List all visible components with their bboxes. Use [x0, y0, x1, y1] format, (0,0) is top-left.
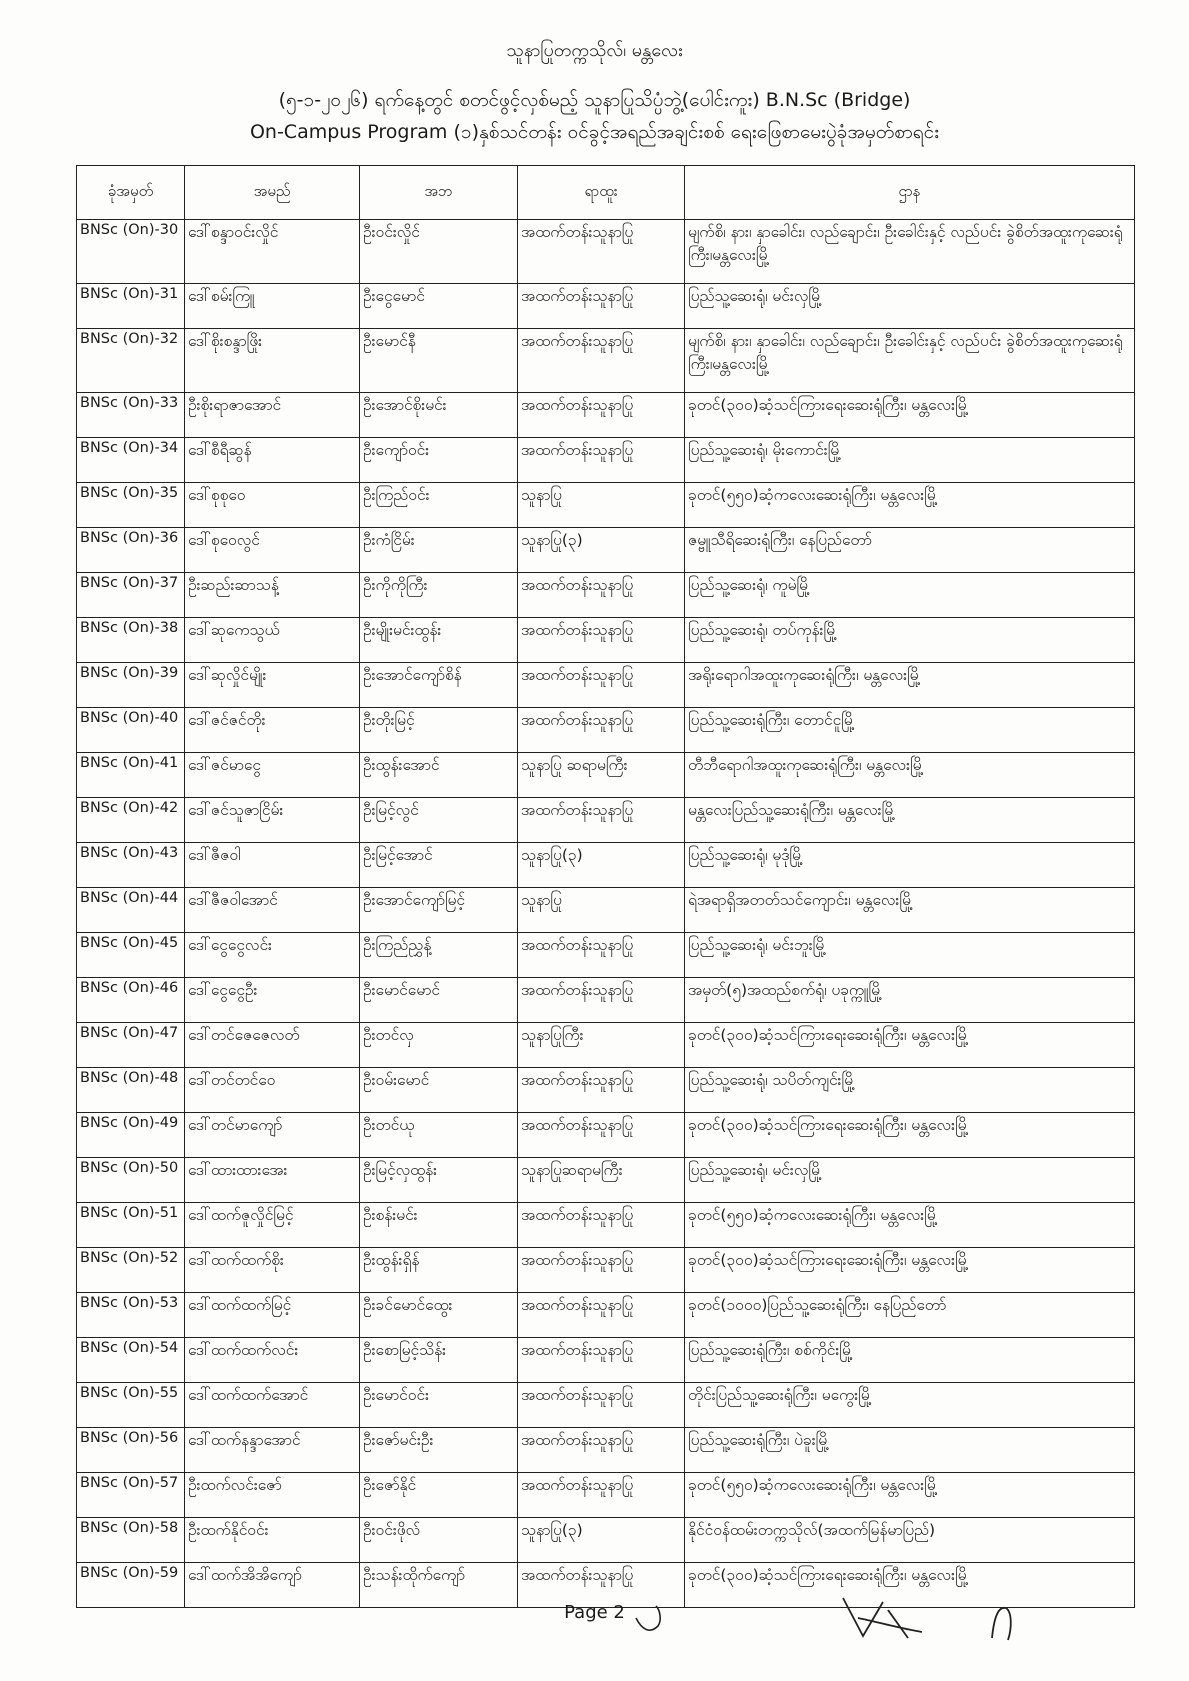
cell-roll-number: BNSc (On)-35 [77, 483, 185, 528]
signature-mark-1 [628, 1600, 668, 1640]
cell-rank: အထက်တန်းသူနာပြု [518, 978, 685, 1023]
cell-department: ခုတင်(၃၀၀)ဆံ့သင်ကြားရေးဆေးရုံကြီး၊ မန္တလေးမြို့ [685, 1563, 1135, 1608]
cell-roll-number: BNSc (On)-45 [77, 933, 185, 978]
cell-father-name: ဦးသန်းထိုက်ကျော် [360, 1563, 518, 1608]
cell-name: ဒေါ်စီရီဆွန် [185, 438, 360, 483]
cell-department: ရဲအရာရှိအတတ်သင်ကျောင်း၊ မန္တလေးမြို့ [685, 888, 1135, 933]
table-row [77, 708, 1135, 753]
table-row [77, 888, 1135, 933]
table-header-row [77, 166, 1135, 220]
cell-roll-number: BNSc (On)-44 [77, 888, 185, 933]
university-title: သူနာပြုတက္ကသိုလ်၊ မန္တလေး [506, 40, 683, 61]
table-row [77, 1023, 1135, 1068]
cell-department: ပြည်သူ့ဆေးရုံ၊ မင်းလှမြို့ [685, 284, 1135, 329]
cell-father-name: ဦးဝမ်းမောင် [360, 1068, 518, 1113]
cell-rank: သူနာပြု [518, 888, 685, 933]
cell-rank: သူနာပြုဆရာမကြီး [518, 1158, 685, 1203]
cell-rank: အထက်တန်းသူနာပြု [518, 1113, 685, 1158]
cell-department: ပြည်သူ့ဆေးရုံကြီး၊ ပဲခူးမြို့ [685, 1428, 1135, 1473]
cell-rank: အထက်တန်းသူနာပြု [518, 1203, 685, 1248]
cell-rank: သူနာပြု [518, 483, 685, 528]
cell-name: ဒေါ်စန္ဒာဝင်းလှိုင် [185, 220, 360, 284]
cell-father-name: ဦးဝင်းလှိုင် [360, 220, 518, 284]
col-header-rank: ရာထူး [518, 166, 685, 220]
cell-father-name: ဦးမြင့်လွင် [360, 798, 518, 843]
cell-roll-number: BNSc (On)-33 [77, 393, 185, 438]
cell-department: တိုင်းပြည်သူ့ဆေးရုံကြီး၊ မကွေးမြို့ [685, 1383, 1135, 1428]
cell-name: ဒေါ်စုစုဝေ [185, 483, 360, 528]
cell-rank: အထက်တန်းသူနာပြု [518, 393, 685, 438]
cell-father-name: ဦးအောင်ကျော်စိန် [360, 663, 518, 708]
table-row [77, 1473, 1135, 1518]
cell-roll-number: BNSc (On)-47 [77, 1023, 185, 1068]
cell-father-name: ဦးတင်လှ [360, 1023, 518, 1068]
cell-rank: အထက်တန်းသူနာပြု [518, 1338, 685, 1383]
cell-name: ဒေါ်ထက်ထက်အောင် [185, 1383, 360, 1428]
cell-roll-number: BNSc (On)-48 [77, 1068, 185, 1113]
table-row [77, 1428, 1135, 1473]
cell-name: ဒေါ်ငွေငွေဦး [185, 978, 360, 1023]
cell-name: ဒေါ်ငွေငွေလင်း [185, 933, 360, 978]
list-title: On-Campus Program (၁)နှစ်သင်တန်း ဝင်ခွင့်အရည်အချင်းစစ် ရေးဖြေစာမေးပွဲခုံအမှတ်စာရင်း [249, 121, 940, 143]
cell-department: ပြည်သူ့ဆေးရုံ၊ မင်းလှမြို့ [685, 1158, 1135, 1203]
table-row [77, 933, 1135, 978]
cell-name: ဒေါ်ဆုကေသွယ် [185, 618, 360, 663]
cell-name: ဒေါ်စိုးစန္ဒာဖြိုး [185, 329, 360, 393]
cell-name: ဒေါ်ထက်ထက်လင်း [185, 1338, 360, 1383]
cell-rank: သူနာပြုကြီး [518, 1023, 685, 1068]
table-row [77, 1068, 1135, 1113]
cell-department: ခုတင်(၃၀၀)ဆံ့သင်ကြားရေးဆေးရုံကြီး၊ မန္တလေးမြို့ [685, 1023, 1135, 1068]
cell-roll-number: BNSc (On)-39 [77, 663, 185, 708]
cell-rank: အထက်တန်းသူနာပြု [518, 1383, 685, 1428]
table-row [77, 1563, 1135, 1608]
cell-department: ပြည်သူ့ဆေးရုံ၊ ကူမဲမြို့ [685, 573, 1135, 618]
table-row [77, 528, 1135, 573]
cell-father-name: ဦးမျိုးမင်းထွန်း [360, 618, 518, 663]
cell-name: ဒေါ်ထက်နန္ဒာအောင် [185, 1428, 360, 1473]
cell-name: ဒေါ်ထက်ထက်မြင့် [185, 1293, 360, 1338]
cell-name: ဦးဆည်းဆာသန့် [185, 573, 360, 618]
cell-father-name: ဦးကြည်ဝင်း [360, 483, 518, 528]
cell-rank: အထက်တန်းသူနာပြု [518, 438, 685, 483]
cell-department: ပြည်သူ့ဆေးရုံကြီး၊ စစ်ကိုင်းမြို့ [685, 1338, 1135, 1383]
cell-father-name: ဦးတင်ယု [360, 1113, 518, 1158]
table-row [77, 220, 1135, 284]
cell-department: အမှတ်(၅)အထည်စက်ရုံ၊ ပခုက္ကူမြို့ [685, 978, 1135, 1023]
cell-name: ဒေါ်တင်မာကျော် [185, 1113, 360, 1158]
table-row [77, 753, 1135, 798]
candidate-table [76, 165, 1135, 1608]
cell-rank: အထက်တန်းသူနာပြု [518, 284, 685, 329]
table-row [77, 1518, 1135, 1563]
page-number: Page 2 [564, 1602, 625, 1623]
cell-department: ပြည်သူ့ဆေးရုံ၊ တပ်ကုန်းမြို့ [685, 618, 1135, 663]
cell-department: ခုတင်(၅၅၀)ဆံ့ကလေးဆေးရုံကြီး၊ မန္တလေးမြို့ [685, 1203, 1135, 1248]
table-row [77, 329, 1135, 393]
cell-department: မျက်စိ၊ နား၊ နှာခေါင်း၊ လည်ချောင်း၊ ဦးခေါင်းနှင့် လည်ပင်း ခွဲစိတ်အထူးကုဆေးရုံကြီး၊မန္တလေးမြို့ [685, 220, 1135, 284]
cell-father-name: ဦးမြင့်လှထွန်း [360, 1158, 518, 1203]
cell-name: ဒေါ်ဆုလှိုင်မျိုး [185, 663, 360, 708]
cell-father-name: ဦးကြည်ညွှန့် [360, 933, 518, 978]
cell-father-name: ဦးစန်းမင်း [360, 1203, 518, 1248]
cell-name: ဒေါ်စမ်းကြူ [185, 284, 360, 329]
table-row [77, 843, 1135, 888]
col-header-father: အဘ [360, 166, 518, 220]
table-row [77, 573, 1135, 618]
cell-roll-number: BNSc (On)-53 [77, 1293, 185, 1338]
table-row [77, 438, 1135, 483]
cell-father-name: ဦးမောင်နီ [360, 329, 518, 393]
table-row [77, 1158, 1135, 1203]
cell-father-name: ဦးကံငြိမ်း [360, 528, 518, 573]
table-row [77, 284, 1135, 329]
cell-department: ပြည်သူ့ဆေးရုံ၊ မိုးကောင်းမြို့ [685, 438, 1135, 483]
cell-roll-number: BNSc (On)-46 [77, 978, 185, 1023]
cell-roll-number: BNSc (On)-56 [77, 1428, 185, 1473]
cell-roll-number: BNSc (On)-58 [77, 1518, 185, 1563]
table-row [77, 1203, 1135, 1248]
cell-rank: အထက်တန်းသူနာပြု [518, 708, 685, 753]
col-header-dept: ဌာန [685, 166, 1135, 220]
cell-name: ဦးစိုးရာဇာအောင် [185, 393, 360, 438]
table-row [77, 978, 1135, 1023]
cell-roll-number: BNSc (On)-59 [77, 1563, 185, 1608]
cell-father-name: ဦးမောင်ဝင်း [360, 1383, 518, 1428]
cell-father-name: ဦးထွန်းရှိန် [360, 1248, 518, 1293]
cell-father-name: ဦးငွေမောင် [360, 284, 518, 329]
cell-rank: အထက်တန်းသူနာပြု [518, 618, 685, 663]
cell-rank: အထက်တန်းသူနာပြု [518, 1428, 685, 1473]
cell-name: ဒေါ်ထားထားအေး [185, 1158, 360, 1203]
cell-department: ခုတင်(၃၀၀)ဆံ့သင်ကြားရေးဆေးရုံကြီး၊ မန္တလေးမြို့ [685, 1248, 1135, 1293]
cell-roll-number: BNSc (On)-34 [77, 438, 185, 483]
cell-rank: အထက်တန်းသူနာပြု [518, 1473, 685, 1518]
cell-roll-number: BNSc (On)-54 [77, 1338, 185, 1383]
cell-department: မန္တလေးပြည်သူ့ဆေးရုံကြီး၊ မန္တလေးမြို့ [685, 798, 1135, 843]
cell-department: ခုတင်(၁၀၀၀)ပြည်သူ့ဆေးရုံကြီး၊ နေပြည်တော် [685, 1293, 1135, 1338]
cell-roll-number: BNSc (On)-51 [77, 1203, 185, 1248]
cell-father-name: ဦးမောင်မောင် [360, 978, 518, 1023]
cell-father-name: ဦးစောမြင့်သိန်း [360, 1338, 518, 1383]
cell-department: ခုတင်(၃၀၀)ဆံ့သင်ကြားရေးဆေးရုံကြီး၊ မန္တလေးမြို့ [685, 1113, 1135, 1158]
cell-rank: အထက်တန်းသူနာပြု [518, 1068, 685, 1113]
table-row [77, 393, 1135, 438]
cell-department: ပြည်သူ့ဆေးရုံ၊ မင်းဘူးမြို့ [685, 933, 1135, 978]
cell-father-name: ဦးအောင်ကျော်မြင့် [360, 888, 518, 933]
cell-roll-number: BNSc (On)-36 [77, 528, 185, 573]
cell-roll-number: BNSc (On)-38 [77, 618, 185, 663]
program-title: (၅-၁-၂၀၂၆) ရက်နေ့တွင် စတင်ဖွင့်လှစ်မည့် သူနာပြုသိပ္ပံဘွဲ့(ပေါင်းကူး) B.N.Sc (Bridge) [278, 89, 911, 111]
cell-name: ဒေါ်ဇင်မာငွေ [185, 753, 360, 798]
cell-roll-number: BNSc (On)-37 [77, 573, 185, 618]
cell-father-name: ဦးဝင်းဖိုလ် [360, 1518, 518, 1563]
cell-rank: အထက်တန်းသူနာပြု [518, 1293, 685, 1338]
cell-roll-number: BNSc (On)-32 [77, 329, 185, 393]
cell-roll-number: BNSc (On)-55 [77, 1383, 185, 1428]
cell-roll-number: BNSc (On)-31 [77, 284, 185, 329]
table-row [77, 1338, 1135, 1383]
cell-rank: အထက်တန်းသူနာပြု [518, 933, 685, 978]
cell-roll-number: BNSc (On)-57 [77, 1473, 185, 1518]
cell-department: မျက်စိ၊ နား၊ နှာခေါင်း၊ လည်ချောင်း၊ ဦးခေါင်းနှင့် လည်ပင်း ခွဲစိတ်အထူးကုဆေးရုံကြီး၊မန္တလေးမြို့ [685, 329, 1135, 393]
cell-father-name: ဦးကျော်ဝင်း [360, 438, 518, 483]
cell-father-name: ဦးခင်မောင်ထွေး [360, 1293, 518, 1338]
cell-name: ဦးထက်နိုင်ဝင်း [185, 1518, 360, 1563]
col-header-roll: ခုံအမှတ် [77, 166, 185, 220]
col-header-name: အမည် [185, 166, 360, 220]
cell-father-name: ဦးတိုးမြင့် [360, 708, 518, 753]
cell-name: ဦးထက်လင်းဇော် [185, 1473, 360, 1518]
table-row [77, 798, 1135, 843]
cell-name: ဒေါ်ဇင်သူဇာငြိမ်း [185, 798, 360, 843]
cell-roll-number: BNSc (On)-50 [77, 1158, 185, 1203]
cell-department: ပြည်သူ့ဆေးရုံ၊ သပိတ်ကျင်းမြို့ [685, 1068, 1135, 1113]
cell-name: ဒေါ်ဇီဇဝါအောင် [185, 888, 360, 933]
cell-roll-number: BNSc (On)-41 [77, 753, 185, 798]
cell-rank: သူနာပြု(၃) [518, 1518, 685, 1563]
cell-roll-number: BNSc (On)-52 [77, 1248, 185, 1293]
cell-roll-number: BNSc (On)-40 [77, 708, 185, 753]
cell-name: ဒေါ်တင်ဇေဇေလတ် [185, 1023, 360, 1068]
table-row [77, 1248, 1135, 1293]
cell-rank: သူနာပြု ဆရာမကြီး [518, 753, 685, 798]
table-row [77, 663, 1135, 708]
cell-rank: အထက်တန်းသူနာပြု [518, 1248, 685, 1293]
table-row [77, 1293, 1135, 1338]
cell-name: ဒေါ်စုဝေလွင် [185, 528, 360, 573]
cell-department: တီဘီရောဂါအထူးကုဆေးရုံကြီး၊ မန္တလေးမြို့ [685, 753, 1135, 798]
cell-father-name: ဦးဇော်နိုင် [360, 1473, 518, 1518]
cell-department: ပြည်သူ့ဆေးရုံကြီး၊ တောင်ငူမြို့ [685, 708, 1135, 753]
table-row [77, 1113, 1135, 1158]
table-row [77, 1383, 1135, 1428]
cell-name: ဒေါ်ဇင်ဇင်တိုး [185, 708, 360, 753]
cell-roll-number: BNSc (On)-49 [77, 1113, 185, 1158]
cell-name: ဒေါ်ထက်အိအိကျော် [185, 1563, 360, 1608]
cell-rank: အထက်တန်းသူနာပြု [518, 663, 685, 708]
cell-father-name: ဦးအောင်စိုးမင်း [360, 393, 518, 438]
cell-rank: အထက်တန်းသူနာပြု [518, 220, 685, 284]
cell-rank: အထက်တန်းသူနာပြု [518, 329, 685, 393]
cell-name: ဒေါ်ဇီဇဝါ [185, 843, 360, 888]
cell-roll-number: BNSc (On)-30 [77, 220, 185, 284]
cell-department: ဇမ္ဗူသီရိဆေးရုံကြီး၊ နေပြည်တော် [685, 528, 1135, 573]
cell-roll-number: BNSc (On)-42 [77, 798, 185, 843]
cell-father-name: ဦးဇော်မင်းဦး [360, 1428, 518, 1473]
cell-rank: အထက်တန်းသူနာပြု [518, 798, 685, 843]
cell-rank: အထက်တန်းသူနာပြု [518, 1563, 685, 1608]
cell-rank: သူနာပြု(၃) [518, 843, 685, 888]
cell-department: ခုတင်(၅၅၀)ဆံ့ကလေးဆေးရုံကြီး၊ မန္တလေးမြို့ [685, 483, 1135, 528]
cell-name: ဒေါ်တင်တင်ဝေ [185, 1068, 360, 1113]
cell-department: ပြည်သူ့ဆေးရုံ၊ မုဒုံမြို့ [685, 843, 1135, 888]
cell-father-name: ဦးမြင့်အောင် [360, 843, 518, 888]
cell-department: ခုတင်(၃၀၀)ဆံ့သင်ကြားရေးဆေးရုံကြီး၊ မန္တလေးမြို့ [685, 393, 1135, 438]
cell-father-name: ဦးထွန်းအောင် [360, 753, 518, 798]
cell-rank: အထက်တန်းသူနာပြု [518, 573, 685, 618]
table-row [77, 483, 1135, 528]
cell-department: အရိုးရောဂါအထူးကုဆေးရုံကြီး၊ မန္တလေးမြို့ [685, 663, 1135, 708]
cell-department: ခုတင်(၅၅၀)ဆံ့ကလေးဆေးရုံကြီး၊ မန္တလေးမြို့ [685, 1473, 1135, 1518]
cell-father-name: ဦးကိုကိုကြီး [360, 573, 518, 618]
signature-mark-3 [982, 1598, 1022, 1648]
cell-rank: သူနာပြု(၃) [518, 528, 685, 573]
table-row [77, 618, 1135, 663]
cell-department: နိုင်ငံဝန်ထမ်းတက္ကသိုလ်(အထက်မြန်မာပြည်) [685, 1518, 1135, 1563]
signature-mark-2 [838, 1588, 928, 1648]
cell-name: ဒေါ်ထက်ထက်စိုး [185, 1248, 360, 1293]
cell-roll-number: BNSc (On)-43 [77, 843, 185, 888]
cell-name: ဒေါ်ထက်ဇူလှိုင်မြင့် [185, 1203, 360, 1248]
